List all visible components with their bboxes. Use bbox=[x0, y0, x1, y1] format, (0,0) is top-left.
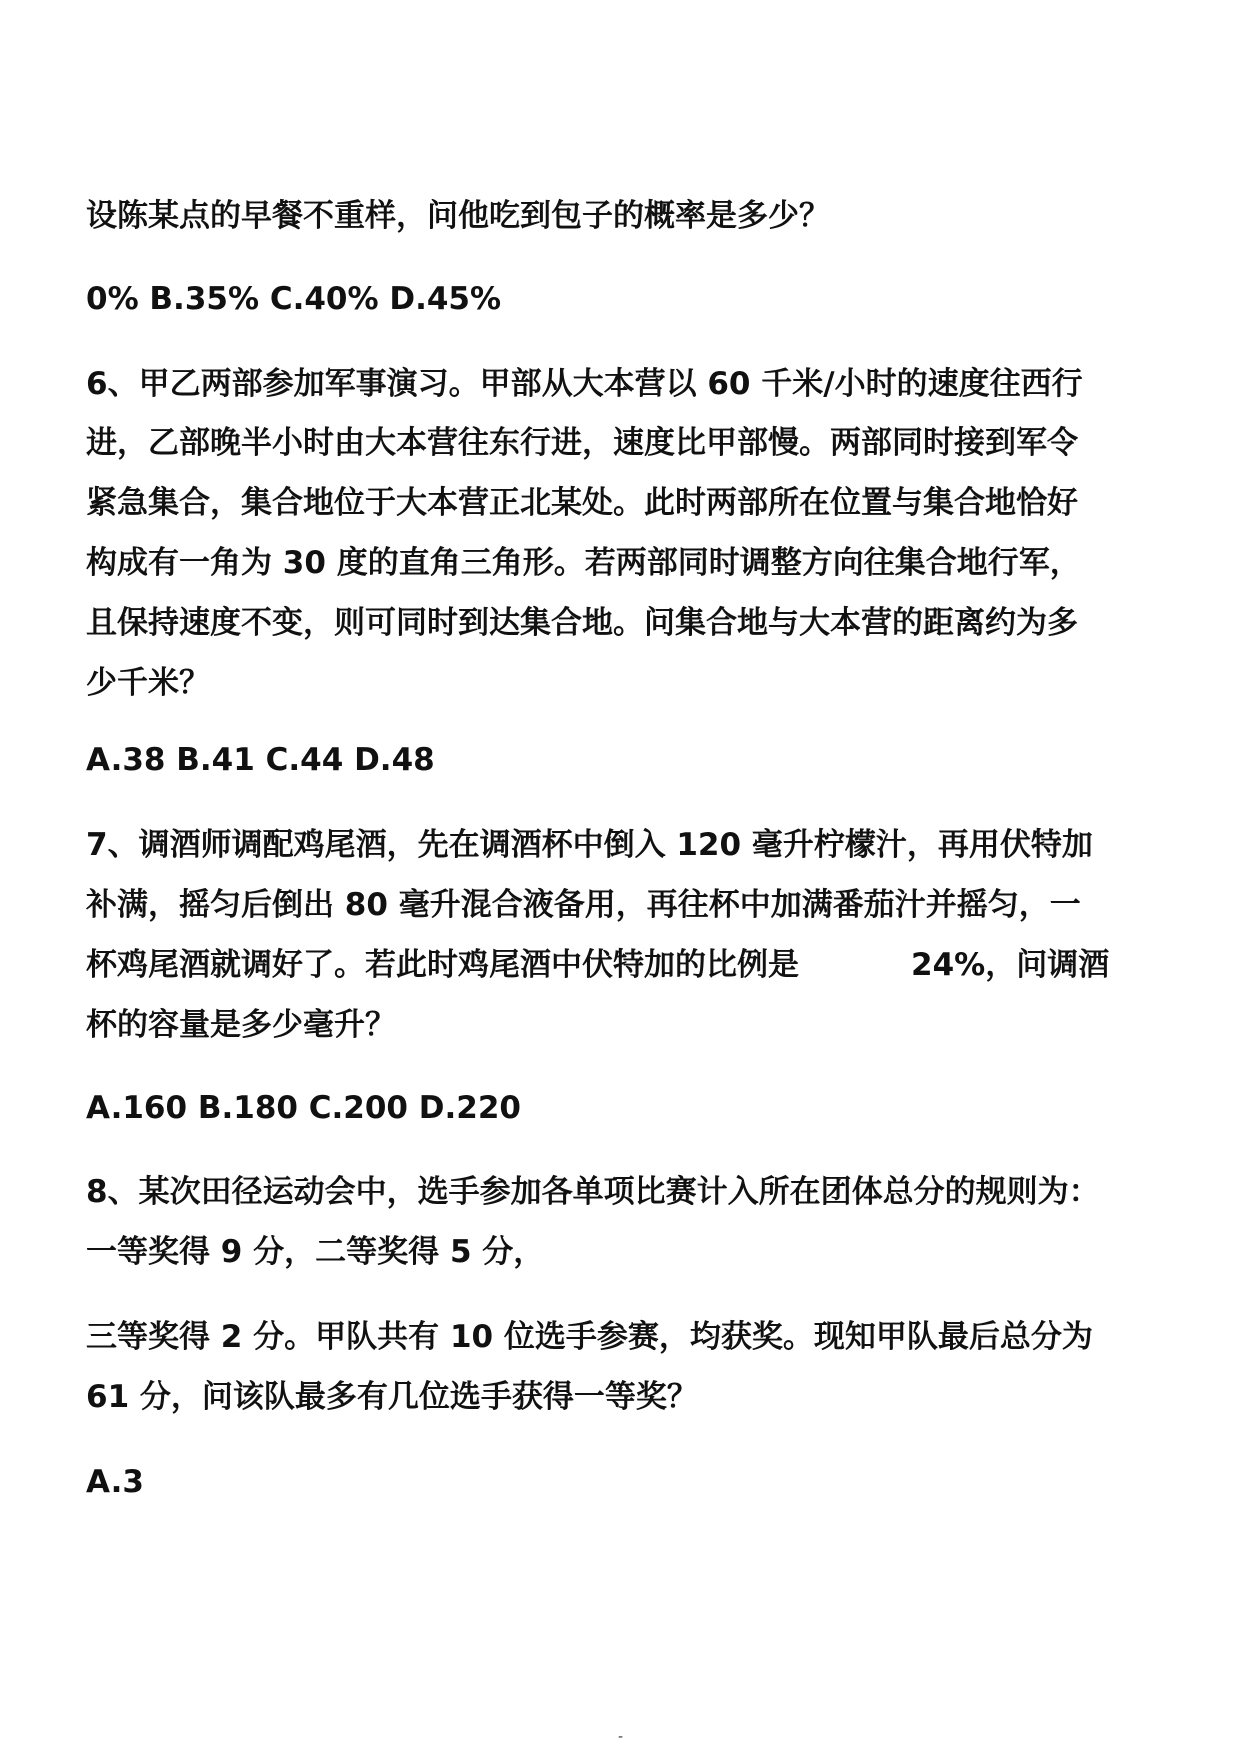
q6-question-line-3: 紧急集合，集合地位于大本营正北某处。此时两部所在位置与集合地恰好 bbox=[86, 485, 1078, 521]
q6-question-line-1: 6、甲乙两部参加军事演习。甲部从大本营以 60 千米/小时的速度往西行 bbox=[86, 366, 1083, 402]
q8-question-line-1: 8、某次田径运动会中，选手参加各单项比赛计入所在团体总分的规则为： bbox=[86, 1174, 1100, 1210]
q7-question-line-3 bbox=[86, 945, 1186, 985]
q7-question-line-2: 补满，摇匀后倒出 80 毫升混合液备用，再往杯中加满番茄汁并摇匀，一 bbox=[86, 887, 1081, 923]
page-footer-mark: - bbox=[618, 1729, 624, 1745]
q6-question-line-5: 且保持速度不变，则可同时到达集合地。问集合地与大本营的距离约为多 bbox=[86, 605, 1078, 641]
q5-question-text: 设陈某点的早餐不重样，问他吃到包子的概率是多少？ bbox=[86, 198, 830, 234]
q5-options: 0% B.35% C.40% D.45% bbox=[86, 281, 502, 317]
q6-question-line-6: 少千米？ bbox=[86, 665, 210, 701]
q7-question-line-4: 杯的容量是多少毫升？ bbox=[86, 1007, 396, 1043]
q8-question-line-3: 三等奖得 2 分。甲队共有 10 位选手参赛，均获奖。现知甲队最后总分为 bbox=[86, 1319, 1093, 1355]
q8-question-line-4: 61 分，问该队最多有几位选手获得一等奖？ bbox=[86, 1379, 698, 1415]
q6-options: A.38 B.41 C.44 D.48 bbox=[86, 742, 435, 778]
q7-question-line-1: 7、调酒师调配鸡尾酒，先在调酒杯中倒入 120 毫升柠檬汁，再用伏特加 bbox=[86, 827, 1093, 863]
q7-question-line-3-part-1: 杯鸡尾酒就调好了。若此时鸡尾酒中伏特加的比例是 bbox=[86, 947, 799, 983]
q8-options: A.3 bbox=[86, 1464, 144, 1500]
q6-question-line-2: 进，乙部晚半小时由大本营往东行进，速度比甲部慢。两部同时接到军令 bbox=[86, 425, 1078, 461]
q6-question-line-4: 构成有一角为 30 度的直角三角形。若两部同时调整方向往集合地行军， bbox=[86, 545, 1081, 581]
q7-question-line-3-part-2: 24%，问调酒 bbox=[911, 947, 1110, 983]
q7-options: A.160 B.180 C.200 D.220 bbox=[86, 1090, 521, 1126]
q8-question-line-2: 一等奖得 9 分，二等奖得 5 分， bbox=[86, 1234, 545, 1270]
